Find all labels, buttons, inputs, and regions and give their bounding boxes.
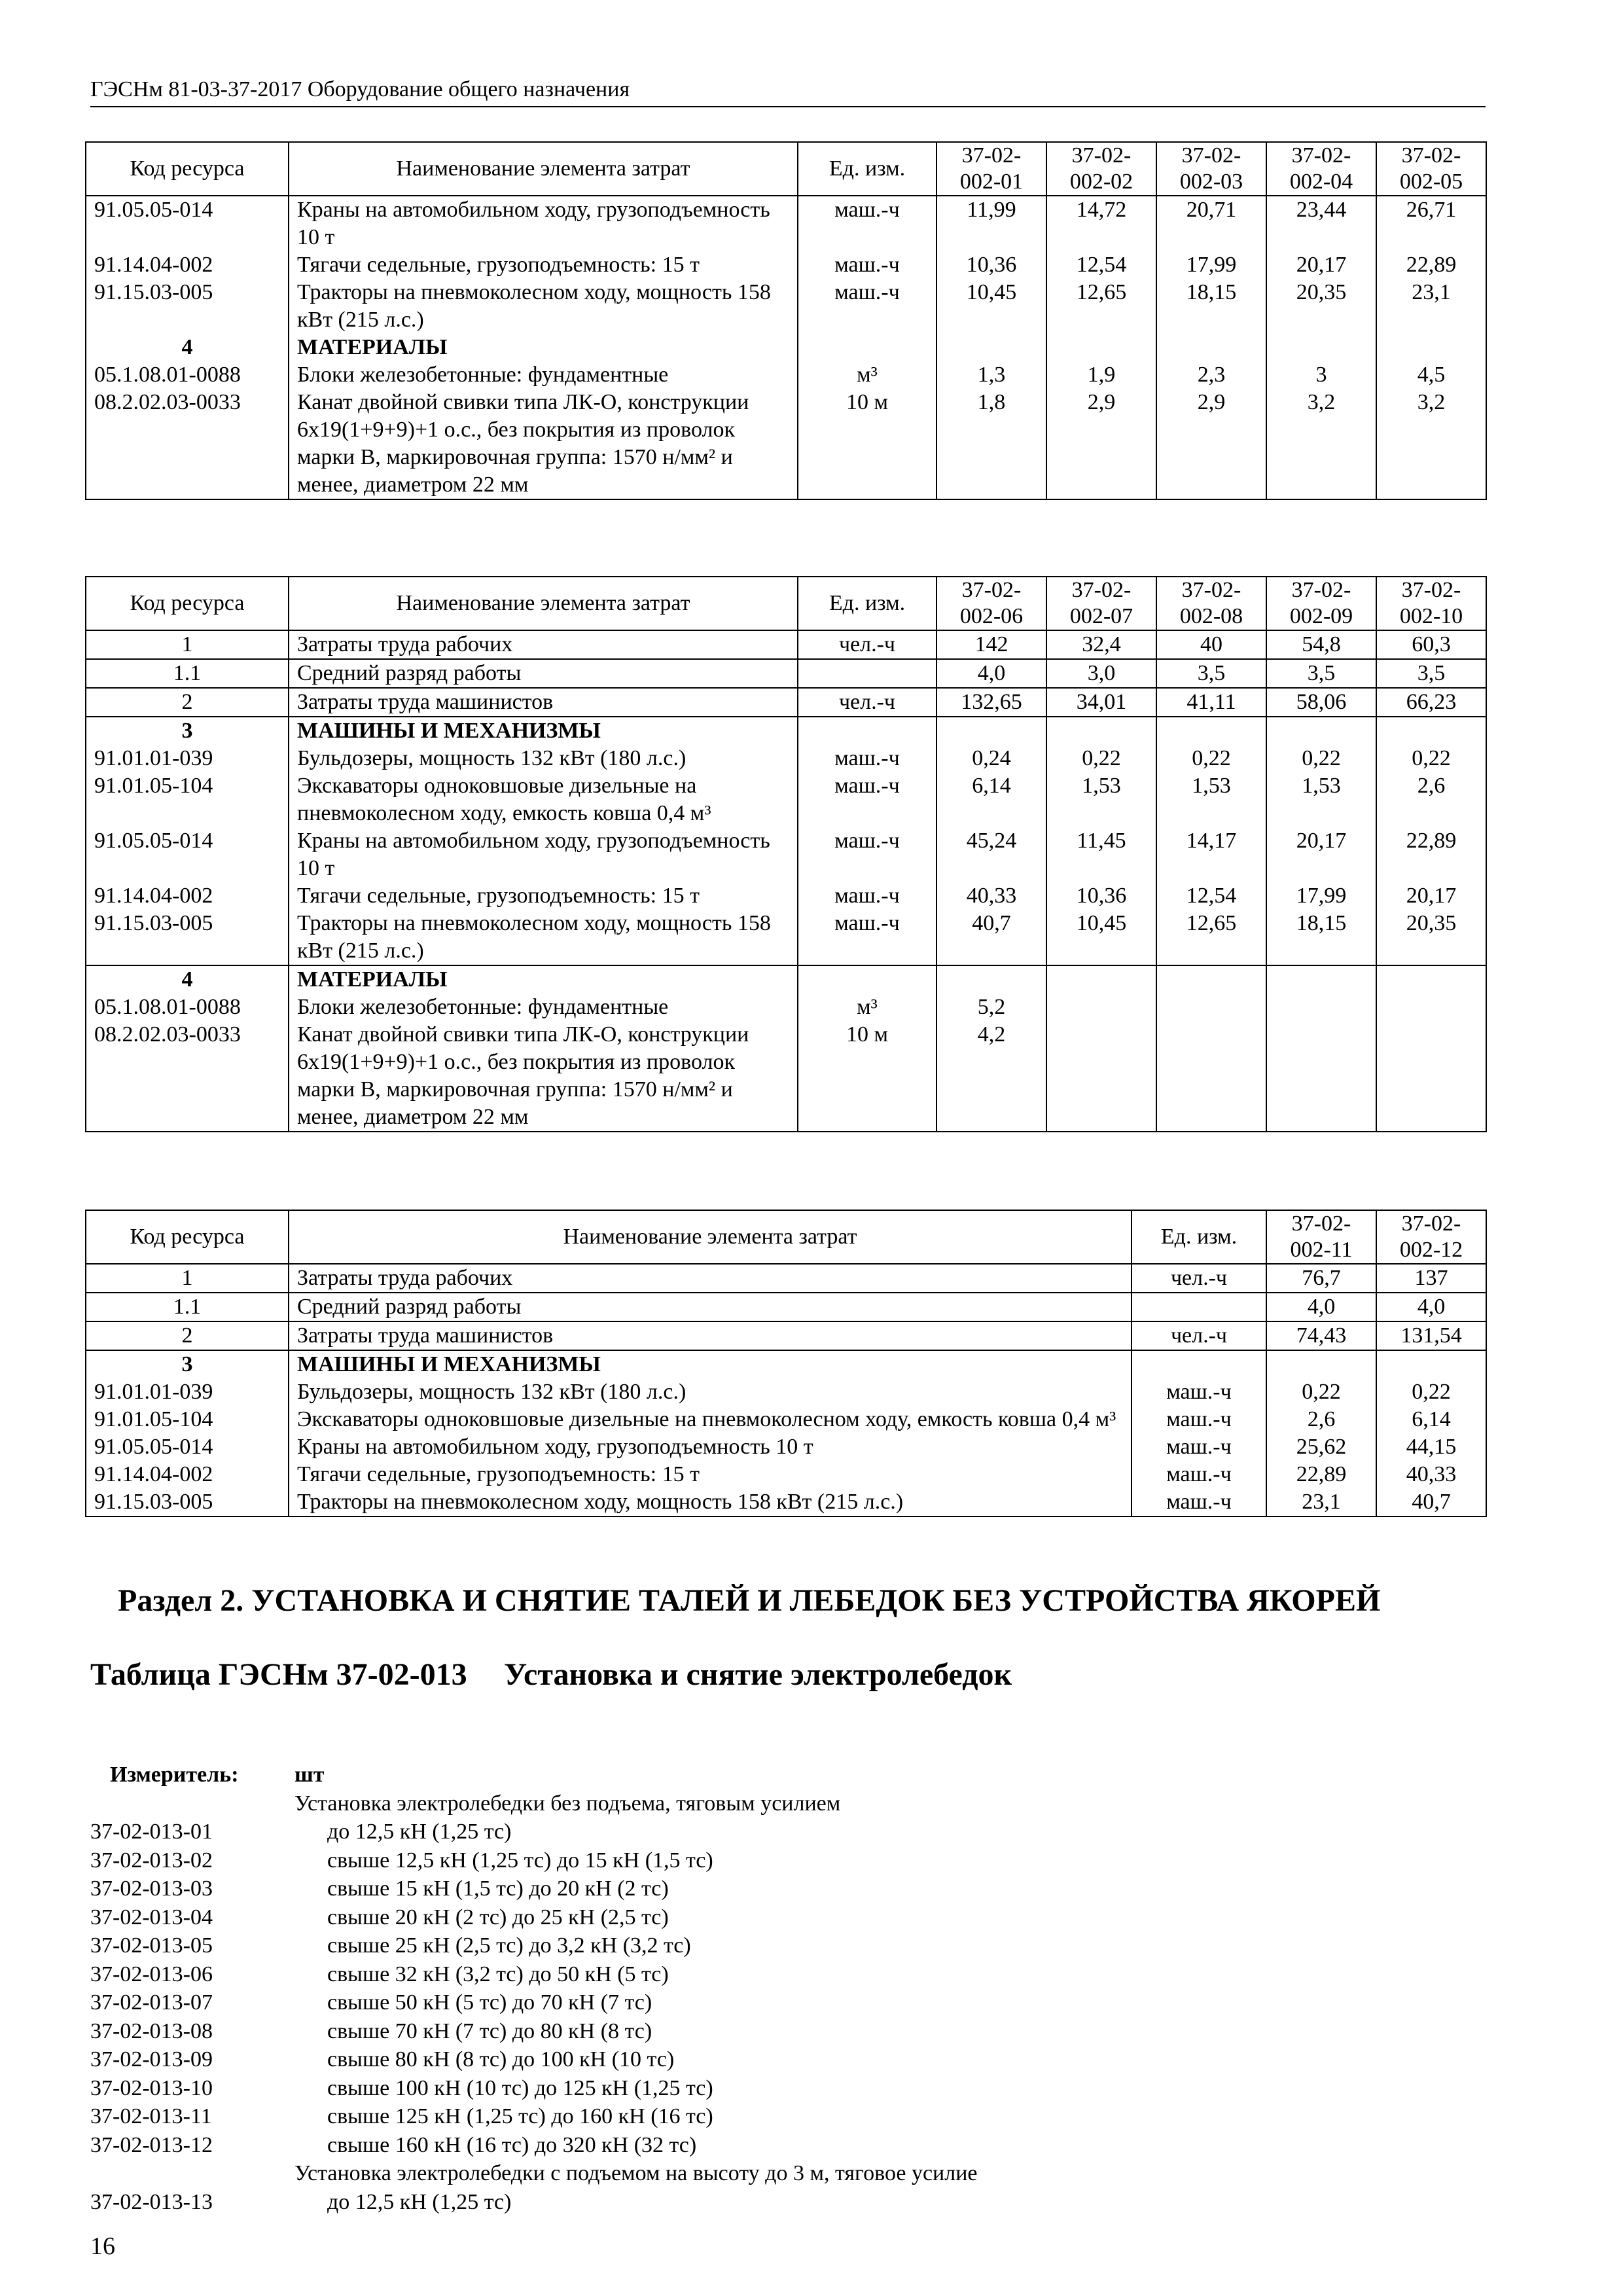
measure-item-text: Установка электролебедки без подъема, тяговым усилием — [294, 1791, 841, 1816]
col-header-rate: 37-02-002-10 — [1376, 577, 1486, 630]
table-row — [86, 389, 1486, 499]
resource-value — [1046, 1021, 1156, 1132]
table-header-row — [86, 577, 1486, 630]
resource-value: 44,15 — [1376, 1433, 1486, 1461]
resource-value: 17,99 — [1266, 882, 1376, 910]
resource-value: 2,9 — [1156, 389, 1266, 499]
resource-unit: маш.-ч — [798, 279, 936, 334]
resource-value: 23,1 — [1266, 1488, 1376, 1516]
resource-code: 3 — [86, 1350, 289, 1378]
resource-value: 40,7 — [936, 910, 1046, 965]
table-row — [86, 630, 1486, 659]
measure-item — [90, 2102, 1465, 2131]
measure-item-code: 37-02-013-07 — [90, 1990, 213, 2015]
resource-unit: маш.-ч — [798, 251, 936, 279]
resource-unit — [798, 659, 936, 688]
resource-unit: маш.-ч — [1132, 1461, 1266, 1488]
resource-unit: м³ — [798, 994, 936, 1021]
resource-value — [936, 717, 1046, 745]
measure-item-code — [90, 1789, 294, 1818]
resource-value: 6,14 — [1376, 1406, 1486, 1433]
resource-code: 91.14.04-002 — [86, 1461, 289, 1488]
resource-name: Бульдозеры, мощность 132 кВт (180 л.с.) — [289, 745, 798, 772]
resource-value: 2,6 — [1376, 772, 1486, 827]
resource-value: 6,14 — [936, 772, 1046, 827]
resource-unit — [798, 965, 936, 994]
resource-value: 60,3 — [1376, 630, 1486, 659]
col-header-rate: 37-02-002-11 — [1266, 1210, 1376, 1264]
resource-value — [1046, 334, 1156, 361]
resource-code: 91.14.04-002 — [86, 251, 289, 279]
table-row — [86, 827, 1486, 882]
measure-item-code: 37-02-013-01 — [90, 1820, 213, 1844]
resource-value: 32,4 — [1046, 630, 1156, 659]
resource-value: 40,33 — [1376, 1461, 1486, 1488]
resource-value: 4,0 — [1376, 1293, 1486, 1321]
resource-value: 12,54 — [1046, 251, 1156, 279]
table-row — [86, 1461, 1486, 1488]
resource-name: Краны на автомобильном ходу, грузоподъемность 10 т — [289, 827, 798, 882]
resource-table-2 — [85, 576, 1487, 1132]
resource-unit: чел.-ч — [1132, 1321, 1266, 1350]
resource-value: 0,22 — [1156, 745, 1266, 772]
measure-item-code: 37-02-013-08 — [90, 2018, 213, 2043]
measure-item-text: свыше 100 кН (10 тс) до 125 кН (1,25 тс) — [327, 2075, 713, 2100]
table-title-name: Установка и снятие электролебедок — [504, 1657, 1012, 1692]
col-header-rate: 37-02-002-02 — [1046, 142, 1156, 196]
table-row — [86, 1488, 1486, 1516]
measure-item-text: свыше 70 кН (7 тс) до 80 кН (8 тс) — [327, 2018, 652, 2043]
resource-name: Затраты труда рабочих — [289, 630, 798, 659]
measure-item-text: свыше 160 кН (16 тс) до 320 кН (32 тс) — [327, 2132, 697, 2157]
resource-code: 91.01.01-039 — [86, 1378, 289, 1406]
col-header-rate: 37-02-002-09 — [1266, 577, 1376, 630]
resource-code: 1 — [86, 630, 289, 659]
resource-value: 20,17 — [1266, 827, 1376, 882]
measure-item-text: до 12,5 кН (1,25 тс) — [327, 1820, 512, 1844]
resource-value: 4,0 — [936, 659, 1046, 688]
measure-item — [90, 1874, 1465, 1903]
resource-name: Тягачи седельные, грузоподъемность: 15 т — [289, 251, 798, 279]
resource-value: 74,43 — [1266, 1321, 1376, 1350]
resource-code: 1.1 — [86, 659, 289, 688]
resource-name: Затраты труда машинистов — [289, 1321, 1132, 1350]
col-header-code: Код ресурса — [86, 577, 289, 630]
measure-item-code: 37-02-013-04 — [90, 1905, 213, 1929]
resource-value — [1046, 994, 1156, 1021]
table-row — [86, 196, 1486, 251]
resource-name: Затраты труда машинистов — [289, 688, 798, 717]
resource-name: Краны на автомобильном ходу, грузоподъемность 10 т — [289, 196, 798, 251]
resource-value: 14,72 — [1046, 196, 1156, 251]
resource-code: 1 — [86, 1264, 289, 1293]
resource-code: 91.05.05-014 — [86, 1433, 289, 1461]
resource-unit — [1132, 1350, 1266, 1378]
resource-value: 34,01 — [1046, 688, 1156, 717]
resource-value: 2,6 — [1266, 1406, 1376, 1433]
resource-value: 137 — [1376, 1264, 1486, 1293]
resource-name: Средний разряд работы — [289, 1293, 1132, 1321]
resource-value: 1,3 — [936, 361, 1046, 389]
resource-value: 40,33 — [936, 882, 1046, 910]
measure-item-text: свыше 15 кН (1,5 тс) до 20 кН (2 тс) — [327, 1876, 669, 1901]
resource-code: 91.14.04-002 — [86, 882, 289, 910]
section-title: Раздел 2. УСТАНОВКА И СНЯТИЕ ТАЛЕЙ И ЛЕБЕДОК БЕЗ УСТРОЙСТВА ЯКОРЕЙ — [118, 1583, 1381, 1618]
resource-value — [1376, 334, 1486, 361]
resource-value: 4,0 — [1266, 1293, 1376, 1321]
resource-value: 1,8 — [936, 389, 1046, 499]
col-header-unit: Ед. изм. — [798, 577, 936, 630]
resource-value: 3,5 — [1376, 659, 1486, 688]
resource-value: 58,06 — [1266, 688, 1376, 717]
col-header-name: Наименование элемента затрат — [289, 142, 798, 196]
measure-unit: шт — [294, 1763, 325, 1787]
measure-item-text: до 12,5 кН (1,25 тс) — [327, 2189, 512, 2214]
resource-code: 91.15.03-005 — [86, 1488, 289, 1516]
resource-code: 91.01.05-104 — [86, 1406, 289, 1433]
table-row — [86, 1264, 1486, 1293]
resource-value: 23,44 — [1266, 196, 1376, 251]
col-header-rate: 37-02-002-12 — [1376, 1210, 1486, 1264]
measure-item — [90, 1988, 1465, 2017]
table-row — [86, 279, 1486, 334]
table-title-number: Таблица ГЭСНм 37-02-013 — [90, 1657, 467, 1692]
resource-unit: маш.-ч — [1132, 1433, 1266, 1461]
measure-item — [90, 2131, 1465, 2160]
resource-value — [1376, 1350, 1486, 1378]
resource-code: 1.1 — [86, 1293, 289, 1321]
resource-value: 20,71 — [1156, 196, 1266, 251]
resource-unit: чел.-ч — [798, 630, 936, 659]
resource-value — [1376, 717, 1486, 745]
resource-name: Тягачи седельные, грузоподъемность: 15 т — [289, 882, 798, 910]
measure-item-code: 37-02-013-13 — [90, 2189, 213, 2214]
table-row — [86, 745, 1486, 772]
resource-unit — [1132, 1293, 1266, 1321]
measure-item-code: 37-02-013-02 — [90, 1848, 213, 1873]
resource-code: 05.1.08.01-0088 — [86, 361, 289, 389]
resource-value: 11,45 — [1046, 827, 1156, 882]
resource-value: 20,17 — [1376, 882, 1486, 910]
resource-unit: чел.-ч — [798, 688, 936, 717]
resource-code: 08.2.02.03-0033 — [86, 389, 289, 499]
resource-value — [1156, 965, 1266, 994]
resource-value: 18,15 — [1266, 910, 1376, 965]
resource-name: МАТЕРИАЛЫ — [289, 965, 798, 994]
resource-code: 91.15.03-005 — [86, 910, 289, 965]
table-row — [86, 772, 1486, 827]
resource-name: Средний разряд работы — [289, 659, 798, 688]
resource-code: 4 — [86, 334, 289, 361]
resource-value: 10,45 — [1046, 910, 1156, 965]
resource-code: 2 — [86, 688, 289, 717]
resource-value: 5,2 — [936, 994, 1046, 1021]
col-header-rate: 37-02-002-06 — [936, 577, 1046, 630]
resource-value — [1266, 334, 1376, 361]
col-header-rate: 37-02-002-01 — [936, 142, 1046, 196]
resource-value — [1376, 994, 1486, 1021]
resource-name: Канат двойной свивки типа ЛК-О, конструкции 6х19(1+9+9)+1 о.с., без покрытия из проволок марки В, маркировочная группа: 1570 н/мм² и менее, диаметром 22 мм — [289, 1021, 798, 1132]
resource-name: Экскаваторы одноковшовые дизельные на пневмоколесном ходу, емкость ковша 0,4 м³ — [289, 1406, 1132, 1433]
resource-value — [1046, 717, 1156, 745]
resource-value: 10,36 — [936, 251, 1046, 279]
resource-name: Бульдозеры, мощность 132 кВт (180 л.с.) — [289, 1378, 1132, 1406]
resource-value — [1156, 334, 1266, 361]
resource-value: 40 — [1156, 630, 1266, 659]
resource-value — [1266, 1350, 1376, 1378]
measure-item — [90, 1960, 1465, 1989]
resource-value: 0,22 — [1266, 1378, 1376, 1406]
resource-value: 10,36 — [1046, 882, 1156, 910]
col-header-rate: 37-02-002-03 — [1156, 142, 1266, 196]
resource-code: 08.2.02.03-0033 — [86, 1021, 289, 1132]
measure-item-code: 37-02-013-12 — [90, 2132, 213, 2157]
resource-value: 3,5 — [1156, 659, 1266, 688]
measure-item-text: свыше 32 кН (3,2 тс) до 50 кН (5 тс) — [327, 1962, 669, 1986]
measure-item-code — [90, 2159, 294, 2188]
resource-value: 76,7 — [1266, 1264, 1376, 1293]
resource-unit: маш.-ч — [798, 196, 936, 251]
resource-unit: маш.-ч — [1132, 1406, 1266, 1433]
resource-name: МАШИНЫ И МЕХАНИЗМЫ — [289, 1350, 1132, 1378]
resource-value — [1266, 965, 1376, 994]
resource-value: 12,65 — [1156, 910, 1266, 965]
col-header-unit: Ед. изм. — [798, 142, 936, 196]
resource-unit: маш.-ч — [798, 882, 936, 910]
measure-item-text: свыше 12,5 кН (1,25 тс) до 15 кН (1,5 тс) — [327, 1848, 713, 1873]
resource-name: Тракторы на пневмоколесном ходу, мощность 158 кВт (215 л.с.) — [289, 279, 798, 334]
resource-value: 2,9 — [1046, 389, 1156, 499]
measure-item-code: 37-02-013-11 — [90, 2104, 212, 2128]
measure-item — [90, 2159, 1465, 2188]
measure-item — [90, 1931, 1465, 1960]
col-header-code: Код ресурса — [86, 142, 289, 196]
resource-value: 4,5 — [1376, 361, 1486, 389]
table-row — [86, 965, 1486, 994]
resource-value: 22,89 — [1266, 1461, 1376, 1488]
measure-item — [90, 1846, 1465, 1875]
resource-code: 4 — [86, 965, 289, 994]
resource-value: 20,17 — [1266, 251, 1376, 279]
resource-code: 91.15.03-005 — [86, 279, 289, 334]
resource-value: 22,89 — [1376, 251, 1486, 279]
resource-table-3 — [85, 1210, 1487, 1517]
resource-name: МАТЕРИАЛЫ — [289, 334, 798, 361]
resource-value: 10,45 — [936, 279, 1046, 334]
resource-unit: 10 м — [798, 389, 936, 499]
resource-value: 11,99 — [936, 196, 1046, 251]
resource-unit — [798, 334, 936, 361]
table-row — [86, 1406, 1486, 1433]
measure-item-code: 37-02-013-09 — [90, 2047, 213, 2072]
table-row — [86, 1433, 1486, 1461]
resource-value: 20,35 — [1266, 279, 1376, 334]
table-row — [86, 361, 1486, 389]
resource-code: 2 — [86, 1321, 289, 1350]
measure-item — [90, 1818, 1465, 1846]
measure-item — [90, 2017, 1465, 2046]
table-row — [86, 1350, 1486, 1378]
measure-label: Измеритель: — [110, 1763, 239, 1787]
table-title — [90, 1656, 1012, 1694]
table-row — [86, 1321, 1486, 1350]
resource-value: 1,53 — [1046, 772, 1156, 827]
measure-item-text: свыше 125 кН (1,25 тс) до 160 кН (16 тс) — [327, 2104, 713, 2128]
resource-value: 0,22 — [1266, 745, 1376, 772]
measure-item-code: 37-02-013-10 — [90, 2075, 213, 2100]
resource-value: 17,99 — [1156, 251, 1266, 279]
table-row — [86, 251, 1486, 279]
resource-unit: маш.-ч — [798, 745, 936, 772]
resource-name: Канат двойной свивки типа ЛК-О, конструкции 6х19(1+9+9)+1 о.с., без покрытия из проволок марки В, маркировочная группа: 1570 н/мм² и менее, диаметром 22 мм — [289, 389, 798, 499]
resource-value: 40,7 — [1376, 1488, 1486, 1516]
resource-unit — [798, 717, 936, 745]
page-number: 16 — [90, 2233, 115, 2260]
table-row — [86, 910, 1486, 965]
resource-unit: чел.-ч — [1132, 1264, 1266, 1293]
resource-name: Блоки железобетонные: фундаментные — [289, 994, 798, 1021]
measure-row — [90, 1761, 1465, 1789]
resource-value: 20,35 — [1376, 910, 1486, 965]
resource-value: 4,2 — [936, 1021, 1046, 1132]
measure-item-text: свыше 50 кН (5 тс) до 70 кН (7 тс) — [327, 1990, 652, 2015]
resource-value: 0,22 — [1376, 745, 1486, 772]
resource-value: 3,2 — [1266, 389, 1376, 499]
resource-value: 0,24 — [936, 745, 1046, 772]
resource-value — [1376, 1021, 1486, 1132]
resource-value — [1266, 717, 1376, 745]
resource-value: 132,65 — [936, 688, 1046, 717]
table-row — [86, 994, 1486, 1021]
resource-value: 0,22 — [1046, 745, 1156, 772]
resource-value: 1,53 — [1156, 772, 1266, 827]
resource-value: 14,17 — [1156, 827, 1266, 882]
resource-value: 41,11 — [1156, 688, 1266, 717]
resource-value — [1156, 717, 1266, 745]
resource-unit: маш.-ч — [1132, 1378, 1266, 1406]
resource-value: 3,0 — [1046, 659, 1156, 688]
resource-unit: м³ — [798, 361, 936, 389]
measure-item — [90, 2045, 1465, 2074]
resource-value: 23,1 — [1376, 279, 1486, 334]
measure-item-code: 37-02-013-05 — [90, 1933, 213, 1958]
col-header-name: Наименование элемента затрат — [289, 1210, 1132, 1264]
resource-value — [936, 334, 1046, 361]
resource-code: 91.05.05-014 — [86, 827, 289, 882]
measure-item — [90, 2188, 1465, 2217]
resource-value: 12,65 — [1046, 279, 1156, 334]
resource-value: 3,5 — [1266, 659, 1376, 688]
table-row — [86, 659, 1486, 688]
resource-value: 1,9 — [1046, 361, 1156, 389]
table-row — [86, 882, 1486, 910]
table-row — [86, 688, 1486, 717]
measure-item — [90, 1903, 1465, 1932]
col-header-rate: 37-02-002-04 — [1266, 142, 1376, 196]
resource-name: Тракторы на пневмоколесном ходу, мощность 158 кВт (215 л.с.) — [289, 1488, 1132, 1516]
table-row — [86, 717, 1486, 745]
measure-item-text: свыше 25 кН (2,5 тс) до 3,2 кН (3,2 тс) — [327, 1933, 691, 1958]
resource-table-1 — [85, 141, 1487, 500]
table-header-row — [86, 1210, 1486, 1264]
col-header-rate: 37-02-002-07 — [1046, 577, 1156, 630]
resource-value: 3,2 — [1376, 389, 1486, 499]
measure-item-text: свыше 20 кН (2 тс) до 25 кН (2,5 тс) — [327, 1905, 669, 1929]
resource-name: Затраты труда рабочих — [289, 1264, 1132, 1293]
resource-value — [1376, 965, 1486, 994]
table-row — [86, 1293, 1486, 1321]
resource-value — [1266, 994, 1376, 1021]
resource-code: 05.1.08.01-0088 — [86, 994, 289, 1021]
resource-name: Краны на автомобильном ходу, грузоподъемность 10 т — [289, 1433, 1132, 1461]
col-header-rate: 37-02-002-08 — [1156, 577, 1266, 630]
resource-code: 91.05.05-014 — [86, 196, 289, 251]
resource-unit: 10 м — [798, 1021, 936, 1132]
resource-value: 1,53 — [1266, 772, 1376, 827]
resource-code: 91.01.05-104 — [86, 772, 289, 827]
resource-unit: маш.-ч — [1132, 1488, 1266, 1516]
resource-value — [936, 965, 1046, 994]
measure-item-code: 37-02-013-03 — [90, 1876, 213, 1901]
resource-value: 3 — [1266, 361, 1376, 389]
resource-value: 131,54 — [1376, 1321, 1486, 1350]
resource-name: Блоки железобетонные: фундаментные — [289, 361, 798, 389]
measure-item-code: 37-02-013-06 — [90, 1962, 213, 1986]
table-header-row — [86, 142, 1486, 196]
measure-block — [90, 1761, 1465, 2216]
col-header-name: Наименование элемента затрат — [289, 577, 798, 630]
resource-value: 12,54 — [1156, 882, 1266, 910]
table-row — [86, 1378, 1486, 1406]
resource-value: 45,24 — [936, 827, 1046, 882]
resource-name: МАШИНЫ И МЕХАНИЗМЫ — [289, 717, 798, 745]
resource-value: 25,62 — [1266, 1433, 1376, 1461]
resource-unit: маш.-ч — [798, 772, 936, 827]
resource-name: Тягачи седельные, грузоподъемность: 15 т — [289, 1461, 1132, 1488]
resource-value — [1156, 1021, 1266, 1132]
resource-value: 26,71 — [1376, 196, 1486, 251]
resource-value: 66,23 — [1376, 688, 1486, 717]
resource-value: 0,22 — [1376, 1378, 1486, 1406]
col-header-unit: Ед. изм. — [1132, 1210, 1266, 1264]
col-header-rate: 37-02-002-05 — [1376, 142, 1486, 196]
resource-code: 3 — [86, 717, 289, 745]
resource-value: 142 — [936, 630, 1046, 659]
resource-name: Тракторы на пневмоколесном ходу, мощность 158 кВт (215 л.с.) — [289, 910, 798, 965]
col-header-code: Код ресурса — [86, 1210, 289, 1264]
resource-value: 18,15 — [1156, 279, 1266, 334]
resource-unit: маш.-ч — [798, 910, 936, 965]
table-row — [86, 1021, 1486, 1132]
resource-code: 91.01.01-039 — [86, 745, 289, 772]
resource-value: 2,3 — [1156, 361, 1266, 389]
measure-item — [90, 2074, 1465, 2103]
page-header: ГЭСНм 81-03-37-2017 Оборудование общего назначения — [90, 77, 1486, 107]
resource-value — [1046, 965, 1156, 994]
resource-unit: маш.-ч — [798, 827, 936, 882]
table-row — [86, 334, 1486, 361]
measure-item-text: свыше 80 кН (8 тс) до 100 кН (10 тс) — [327, 2047, 675, 2072]
resource-value — [1156, 994, 1266, 1021]
measure-item — [90, 1789, 1465, 1818]
resource-value — [1266, 1021, 1376, 1132]
measure-item-text: Установка электролебедки с подъемом на высоту до 3 м, тяговое усилие — [294, 2161, 978, 2185]
resource-value: 22,89 — [1376, 827, 1486, 882]
resource-name: Экскаваторы одноковшовые дизельные на пневмоколесном ходу, емкость ковша 0,4 м³ — [289, 772, 798, 827]
resource-value: 54,8 — [1266, 630, 1376, 659]
